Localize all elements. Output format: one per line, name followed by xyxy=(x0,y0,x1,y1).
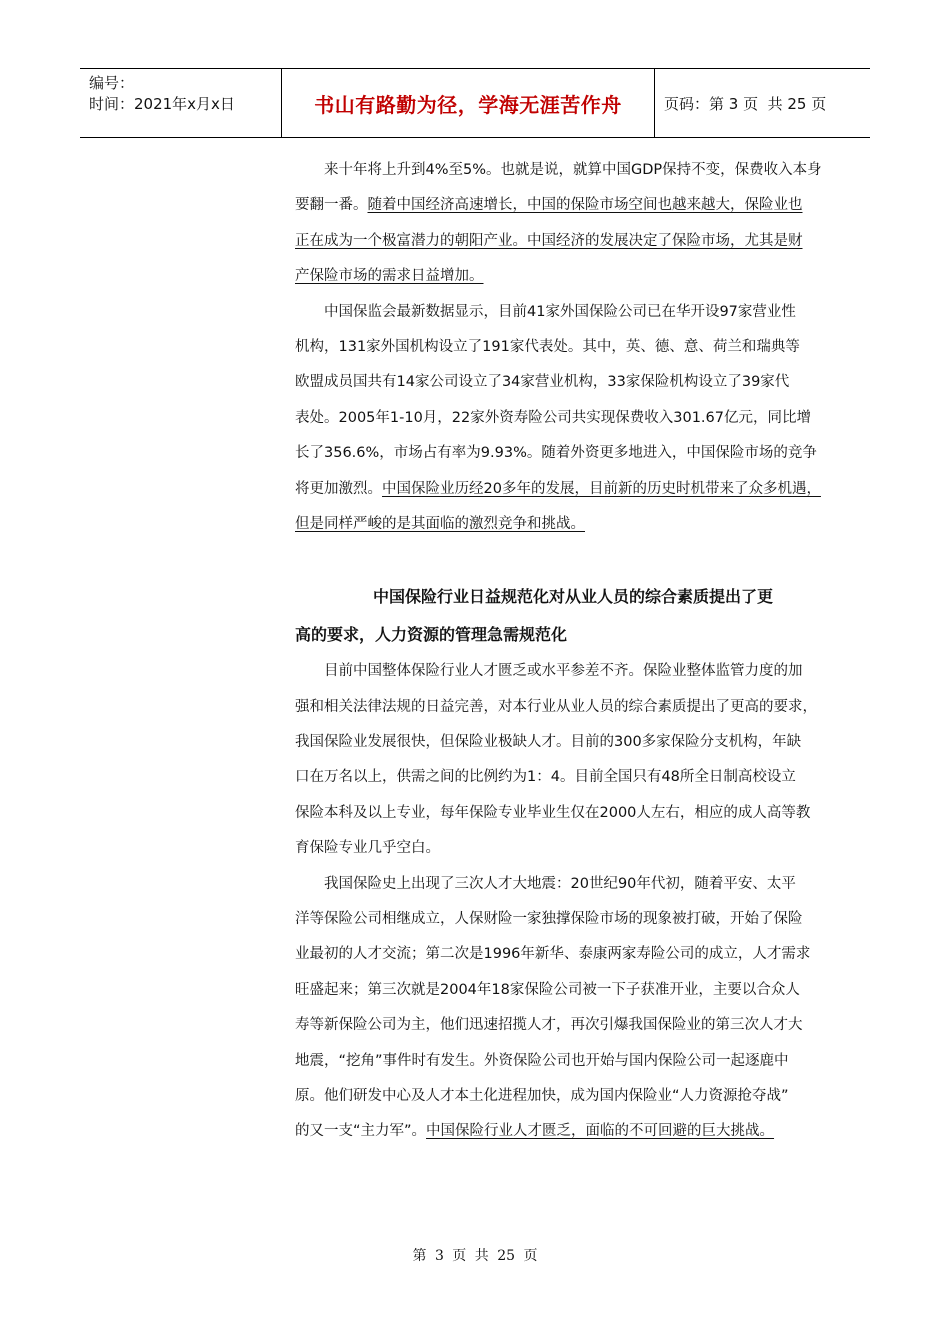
text-line xyxy=(295,436,820,471)
text-segment: 强和相关法律法规的日益完善，对本行业从业人员的综合素质提出了更高的要求， xyxy=(295,698,817,715)
text-line xyxy=(295,725,820,760)
text-line xyxy=(295,259,820,294)
text-line xyxy=(295,153,820,188)
text-line xyxy=(295,654,820,689)
text-line xyxy=(295,867,820,902)
paragraph-gap xyxy=(295,542,820,578)
text-line xyxy=(295,365,820,400)
header-page-info xyxy=(664,69,826,137)
paragraph-talent-earthquakes xyxy=(295,867,820,1150)
text-line xyxy=(295,831,820,866)
underlined-text: 中国保险业历经20多年的发展，目前新的历史时机带来了众多机遇， xyxy=(382,480,821,497)
text-line xyxy=(295,937,820,972)
text-segment: 要翻一番。 xyxy=(295,197,368,214)
underlined-text: 随着中国经济高速增长，中国的保险市场空间也越来越大，保险业也 xyxy=(367,197,803,214)
text-line xyxy=(295,760,820,795)
document-number-label: 编号： xyxy=(89,74,135,92)
paragraph-market-growth xyxy=(295,153,820,295)
text-segment: 目前中国整体保险行业人才匮乏或水平参差不齐。保险业整体监管力度的加 xyxy=(324,663,803,680)
text-line xyxy=(295,1114,820,1149)
text-segment: 口在万名以上，供需之间的比例约为1：4。目前全国只有48所全日制高校设立 xyxy=(295,769,796,786)
text-line xyxy=(295,330,820,365)
page-header xyxy=(80,68,870,138)
text-segment: 地震，“挖角”事件时有发生。外资保险公司也开始与国内保险公司一起逐鹿中 xyxy=(295,1052,789,1069)
section-heading-line-1: 中国保险行业日益规范化对从业人员的综合素质提出了更 xyxy=(373,587,774,607)
underlined-text: 中国保险行业人才匮乏，面临的不可回避的巨大挑战。 xyxy=(426,1123,775,1140)
text-segment: 洋等保险公司相继成立，人保财险一家独撑保险市场的现象被打破，开始了保险 xyxy=(295,911,803,928)
text-segment: 的又一支“主力军”。 xyxy=(295,1123,427,1140)
document-date: 时间：2021年x月x日 xyxy=(89,95,235,113)
header-meta xyxy=(89,73,235,115)
text-segment: 长了356.6%，市场占有率为9.93%。随着外资更多地进入，中国保险市场的竞争 xyxy=(295,445,817,462)
section-heading xyxy=(295,578,820,654)
paragraph-talent-shortage xyxy=(295,654,820,866)
text-line xyxy=(295,224,820,259)
text-segment: 我国保险业发展很快，但保险业极缺人才。目前的300多家保险分支机构，年缺 xyxy=(295,734,802,751)
text-line xyxy=(295,507,820,542)
text-segment: 机构，131家外国机构设立了191家代表处。其中，英、德、意、荷兰和瑞典等 xyxy=(295,338,800,355)
page-footer: 第 3 页 共 25 页 xyxy=(412,1248,538,1264)
text-line xyxy=(295,1008,820,1043)
text-line xyxy=(295,902,820,937)
underlined-text: 但是同样严峻的是其面临的激烈竞争和挑战。 xyxy=(295,515,585,532)
text-segment: 来十年将上升到4%至5%。也就是说，就算中国GDP保持不变，保费收入本身 xyxy=(324,162,822,178)
text-line xyxy=(295,973,820,1008)
text-segment: 欧盟成员国共有14家公司设立了34家营业机构，33家保险机构设立了39家代 xyxy=(295,374,790,391)
text-segment: 旺盛起来；第三次就是2004年18家保险公司被一下子获准开业，主要以合众人 xyxy=(295,981,800,998)
text-line xyxy=(295,796,820,831)
page-info-text: 页码：第 3 页 共 25 页 xyxy=(664,94,827,113)
paragraph-foreign-insurers xyxy=(295,295,820,543)
section-heading-line-2: 高的要求，人力资源的管理急需规范化 xyxy=(295,625,568,645)
text-segment: 原。他们研发中心及人才本土化进程加快，成为国内保险业“人力资源抢夺战” xyxy=(295,1087,789,1104)
document-body xyxy=(295,153,820,1150)
text-line xyxy=(295,188,820,223)
text-segment: 表处。2005年1-10月，22家外资寿险公司共实现保费收入301.67亿元，同比增 xyxy=(295,409,811,426)
header-divider xyxy=(654,69,655,137)
header-motto: 书山有路勤为径，学海无涯苦作舟 xyxy=(314,92,622,117)
text-line xyxy=(295,690,820,725)
text-segment: 中国保监会最新数据显示，目前41家外国保险公司已在华开设97家营业性 xyxy=(324,303,796,320)
text-line xyxy=(295,1044,820,1079)
underlined-text: 正在成为一个极富潜力的朝阳产业。中国经济的发展决定了保险市场，尤其是财 xyxy=(295,232,803,249)
text-segment: 我国保险史上出现了三次人才大地震：20世纪90年代初，随着平安、太平 xyxy=(324,875,796,892)
text-segment: 业最初的人才交流；第二次是1996年新华、泰康两家寿险公司的成立，人才需求 xyxy=(295,946,811,963)
text-segment: 寿等新保险公司为主，他们迅速招揽人才，再次引爆我国保险业的第三次人才大 xyxy=(295,1017,803,1034)
text-segment: 育保险专业几乎空白。 xyxy=(295,840,440,857)
text-line xyxy=(295,401,820,436)
text-line xyxy=(295,472,820,507)
underlined-text: 产保险市场的需求日益增加。 xyxy=(295,268,484,285)
text-segment: 保险本科及以上专业，每年保险专业毕业生仅在2000人左右，相应的成人高等教 xyxy=(295,804,811,821)
text-segment: 将更加激烈。 xyxy=(295,480,382,497)
text-line xyxy=(295,295,820,330)
text-line xyxy=(295,1079,820,1114)
